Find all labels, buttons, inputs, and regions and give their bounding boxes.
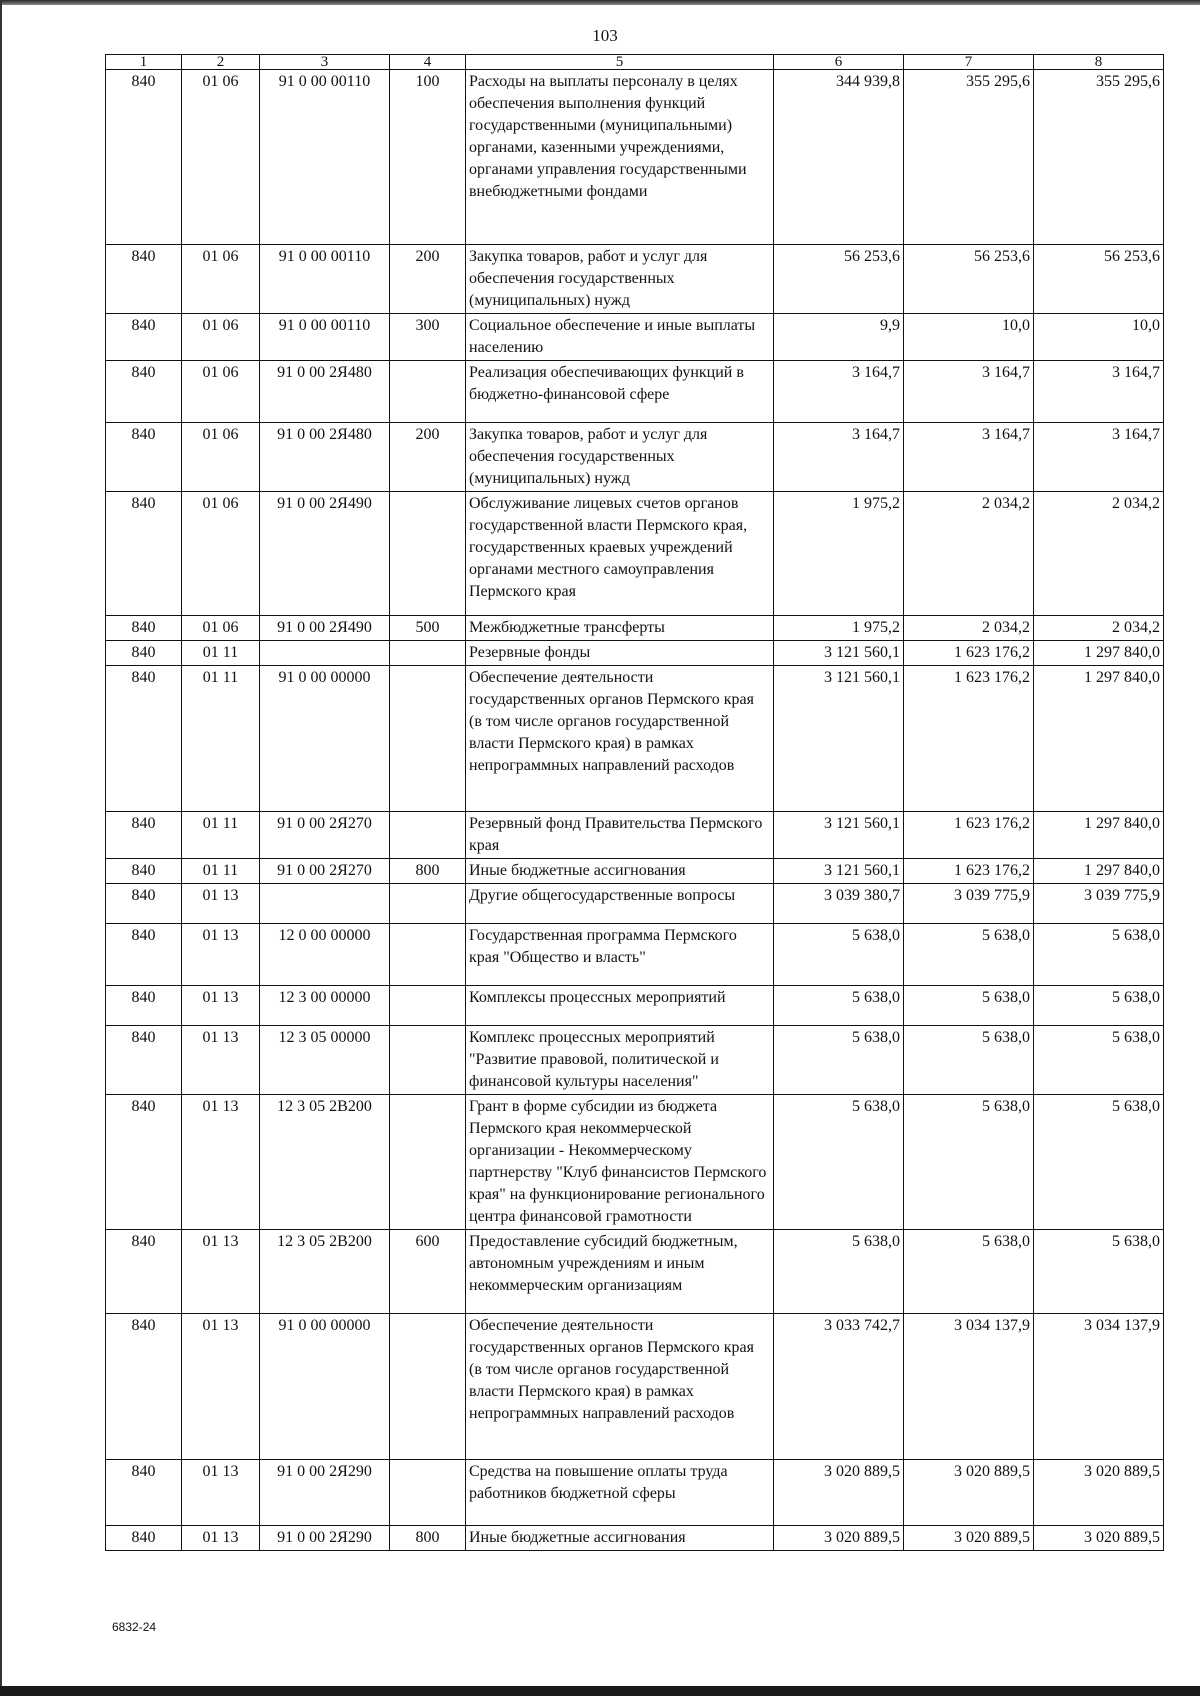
cell-amount-col8: 10,0: [1034, 314, 1164, 361]
table-row: [106, 245, 1164, 314]
cell-amount-col6: 3 039 380,7: [774, 884, 904, 924]
cell-expense-type: [390, 1095, 466, 1230]
cell-admin-code: 840: [106, 641, 182, 666]
cell-amount-col7: 1 623 176,2: [904, 812, 1034, 859]
budget-table: [105, 54, 1164, 1551]
cell-amount-col6: 3 020 889,5: [774, 1460, 904, 1526]
cell-amount-col6: 344 939,8: [774, 70, 904, 245]
cell-description: Комплекс процессных мероприятий "Развитие правовой, политической и финансовой культуры населения": [466, 1026, 774, 1095]
cell-amount-col6: 5 638,0: [774, 924, 904, 986]
cell-section-code: 01 06: [182, 245, 260, 314]
cell-amount-col6: 5 638,0: [774, 1230, 904, 1314]
cell-target-code: 91 0 00 2Я480: [260, 423, 390, 492]
cell-admin-code: 840: [106, 616, 182, 641]
cell-admin-code: 840: [106, 859, 182, 884]
table-row: [106, 1314, 1164, 1460]
cell-admin-code: 840: [106, 361, 182, 423]
cell-amount-col7: 3 164,7: [904, 423, 1034, 492]
cell-amount-col8: 56 253,6: [1034, 245, 1164, 314]
cell-description: Обеспечение деятельности государственных органов Пермского края (в том числе органов государственной власти Пермского края) в рамках непрограммных направлений расходов: [466, 666, 774, 812]
cell-amount-col8: 2 034,2: [1034, 492, 1164, 616]
cell-description: Реализация обеспечивающих функций в бюджетно-финансовой сфере: [466, 361, 774, 423]
scan-edge-bottom: [0, 1686, 1200, 1696]
cell-expense-type: [390, 884, 466, 924]
table-row: [106, 1230, 1164, 1314]
cell-section-code: 01 13: [182, 924, 260, 986]
cell-target-code: 91 0 00 2Я290: [260, 1460, 390, 1526]
column-header: 5: [466, 55, 774, 70]
cell-amount-col6: 3 033 742,7: [774, 1314, 904, 1460]
table-row: [106, 641, 1164, 666]
cell-amount-col7: 1 623 176,2: [904, 666, 1034, 812]
cell-section-code: 01 13: [182, 884, 260, 924]
table-row: [106, 666, 1164, 812]
cell-amount-col8: 3 164,7: [1034, 423, 1164, 492]
cell-description: Предоставление субсидий бюджетным, автономным учреждениям и иным некоммерческим организациям: [466, 1230, 774, 1314]
column-header: 1: [106, 55, 182, 70]
cell-admin-code: 840: [106, 1460, 182, 1526]
cell-amount-col6: 1 975,2: [774, 492, 904, 616]
table-row: [106, 361, 1164, 423]
cell-amount-col8: 5 638,0: [1034, 986, 1164, 1026]
table-row: [106, 70, 1164, 245]
cell-admin-code: 840: [106, 70, 182, 245]
cell-target-code: 12 3 00 00000: [260, 986, 390, 1026]
cell-amount-col7: 2 034,2: [904, 492, 1034, 616]
cell-target-code: 91 0 00 2Я270: [260, 812, 390, 859]
footer-code: 6832-24: [112, 1620, 157, 1634]
cell-admin-code: 840: [106, 1526, 182, 1551]
cell-expense-type: [390, 812, 466, 859]
cell-description: Закупка товаров, работ и услуг для обеспечения государственных (муниципальных) нужд: [466, 245, 774, 314]
cell-amount-col8: 5 638,0: [1034, 1230, 1164, 1314]
cell-section-code: 01 06: [182, 423, 260, 492]
column-header: 3: [260, 55, 390, 70]
table-row: [106, 1526, 1164, 1551]
cell-target-code: 91 0 00 00110: [260, 314, 390, 361]
cell-expense-type: 100: [390, 70, 466, 245]
cell-amount-col6: 3 121 560,1: [774, 666, 904, 812]
cell-admin-code: 840: [106, 924, 182, 986]
cell-expense-type: 500: [390, 616, 466, 641]
cell-amount-col8: 3 039 775,9: [1034, 884, 1164, 924]
cell-target-code: 91 0 00 2Я490: [260, 616, 390, 641]
cell-target-code: 12 0 00 00000: [260, 924, 390, 986]
cell-amount-col8: 5 638,0: [1034, 924, 1164, 986]
table-row: [106, 1026, 1164, 1095]
table-row: [106, 859, 1164, 884]
cell-target-code: 91 0 00 2Я270: [260, 859, 390, 884]
cell-amount-col6: 56 253,6: [774, 245, 904, 314]
cell-section-code: 01 13: [182, 1526, 260, 1551]
cell-description: Иные бюджетные ассигнования: [466, 859, 774, 884]
cell-expense-type: [390, 492, 466, 616]
table-row: [106, 884, 1164, 924]
cell-section-code: 01 13: [182, 1314, 260, 1460]
cell-description: Обеспечение деятельности государственных органов Пермского края (в том числе органов государственной власти Пермского края) в рамках непрограммных направлений расходов: [466, 1314, 774, 1460]
cell-expense-type: [390, 1314, 466, 1460]
cell-section-code: 01 13: [182, 1095, 260, 1230]
cell-admin-code: 840: [106, 314, 182, 361]
cell-description: Социальное обеспечение и иные выплаты населению: [466, 314, 774, 361]
cell-section-code: 01 06: [182, 314, 260, 361]
table-row: [106, 1095, 1164, 1230]
cell-expense-type: [390, 1460, 466, 1526]
cell-amount-col8: 5 638,0: [1034, 1095, 1164, 1230]
cell-expense-type: [390, 1026, 466, 1095]
cell-description: Резервный фонд Правительства Пермского края: [466, 812, 774, 859]
cell-admin-code: 840: [106, 1230, 182, 1314]
cell-description: Средства на повышение оплаты труда работников бюджетной сферы: [466, 1460, 774, 1526]
cell-admin-code: 840: [106, 666, 182, 812]
cell-target-code: 91 0 00 00110: [260, 70, 390, 245]
cell-amount-col6: 3 164,7: [774, 423, 904, 492]
cell-target-code: 91 0 00 2Я490: [260, 492, 390, 616]
cell-description: Грант в форме субсидии из бюджета Пермского края некоммерческой организации - Некоммерческому партнерству "Клуб финансистов Пермского края" на функционирование регионального центра финансовой грамотности: [466, 1095, 774, 1230]
table-row: [106, 924, 1164, 986]
cell-amount-col8: 3 164,7: [1034, 361, 1164, 423]
cell-amount-col8: 3 020 889,5: [1034, 1460, 1164, 1526]
cell-amount-col7: 5 638,0: [904, 924, 1034, 986]
cell-target-code: 91 0 00 00110: [260, 245, 390, 314]
cell-amount-col8: 355 295,6: [1034, 70, 1164, 245]
cell-amount-col6: 1 975,2: [774, 616, 904, 641]
cell-amount-col6: 3 164,7: [774, 361, 904, 423]
cell-expense-type: 800: [390, 859, 466, 884]
cell-amount-col8: 1 297 840,0: [1034, 641, 1164, 666]
cell-description: Иные бюджетные ассигнования: [466, 1526, 774, 1551]
cell-admin-code: 840: [106, 1314, 182, 1460]
cell-amount-col8: 5 638,0: [1034, 1026, 1164, 1095]
cell-target-code: 12 3 05 00000: [260, 1026, 390, 1095]
cell-section-code: 01 11: [182, 812, 260, 859]
cell-expense-type: 800: [390, 1526, 466, 1551]
cell-description: Комплексы процессных мероприятий: [466, 986, 774, 1026]
cell-amount-col6: 9,9: [774, 314, 904, 361]
scan-edge-top: [0, 0, 1200, 5]
cell-admin-code: 840: [106, 884, 182, 924]
table-row: [106, 423, 1164, 492]
cell-section-code: 01 06: [182, 361, 260, 423]
cell-admin-code: 840: [106, 423, 182, 492]
cell-expense-type: 200: [390, 423, 466, 492]
cell-amount-col6: 5 638,0: [774, 1095, 904, 1230]
cell-section-code: 01 11: [182, 859, 260, 884]
cell-expense-type: 200: [390, 245, 466, 314]
cell-amount-col7: 2 034,2: [904, 616, 1034, 641]
cell-amount-col7: 1 623 176,2: [904, 641, 1034, 666]
cell-amount-col7: 3 020 889,5: [904, 1526, 1034, 1551]
cell-amount-col7: 355 295,6: [904, 70, 1034, 245]
cell-expense-type: 300: [390, 314, 466, 361]
table-row: [106, 492, 1164, 616]
table-row: [106, 314, 1164, 361]
cell-amount-col7: 5 638,0: [904, 1230, 1034, 1314]
cell-admin-code: 840: [106, 1026, 182, 1095]
cell-section-code: 01 13: [182, 1026, 260, 1095]
cell-amount-col6: 3 020 889,5: [774, 1526, 904, 1551]
cell-section-code: 01 13: [182, 1460, 260, 1526]
cell-amount-col6: 5 638,0: [774, 986, 904, 1026]
cell-expense-type: 600: [390, 1230, 466, 1314]
table-row: [106, 616, 1164, 641]
cell-target-code: 12 3 05 2В200: [260, 1095, 390, 1230]
cell-expense-type: [390, 986, 466, 1026]
page-number: 103: [592, 26, 618, 45]
cell-amount-col7: 1 623 176,2: [904, 859, 1034, 884]
cell-section-code: 01 13: [182, 1230, 260, 1314]
cell-description: Расходы на выплаты персоналу в целях обеспечения выполнения функций государственными (муниципальными) органами, казенными учреждениями, органами управления государственными внебюджетными фондами: [466, 70, 774, 245]
cell-admin-code: 840: [106, 986, 182, 1026]
table-row: [106, 986, 1164, 1026]
cell-description: Межбюджетные трансферты: [466, 616, 774, 641]
table-row: [106, 812, 1164, 859]
cell-amount-col6: 3 121 560,1: [774, 859, 904, 884]
cell-target-code: 12 3 05 2В200: [260, 1230, 390, 1314]
cell-admin-code: 840: [106, 245, 182, 314]
cell-section-code: 01 06: [182, 70, 260, 245]
cell-section-code: 01 11: [182, 666, 260, 812]
column-header: 6: [774, 55, 904, 70]
cell-amount-col7: 5 638,0: [904, 1095, 1034, 1230]
cell-amount-col7: 3 020 889,5: [904, 1460, 1034, 1526]
cell-description: Резервные фонды: [466, 641, 774, 666]
cell-amount-col8: 1 297 840,0: [1034, 666, 1164, 812]
cell-amount-col6: 5 638,0: [774, 1026, 904, 1095]
cell-amount-col8: 3 034 137,9: [1034, 1314, 1164, 1460]
column-header: 2: [182, 55, 260, 70]
cell-description: Другие общегосударственные вопросы: [466, 884, 774, 924]
cell-admin-code: 840: [106, 812, 182, 859]
cell-expense-type: [390, 361, 466, 423]
cell-admin-code: 840: [106, 1095, 182, 1230]
cell-target-code: [260, 884, 390, 924]
cell-amount-col7: 5 638,0: [904, 986, 1034, 1026]
cell-target-code: 91 0 00 00000: [260, 666, 390, 812]
header-row: [106, 55, 1164, 70]
table-row: [106, 1460, 1164, 1526]
cell-section-code: 01 06: [182, 616, 260, 641]
cell-target-code: 91 0 00 00000: [260, 1314, 390, 1460]
cell-amount-col6: 3 121 560,1: [774, 641, 904, 666]
cell-amount-col7: 56 253,6: [904, 245, 1034, 314]
cell-target-code: 91 0 00 2Я480: [260, 361, 390, 423]
cell-amount-col7: 3 164,7: [904, 361, 1034, 423]
cell-target-code: [260, 641, 390, 666]
cell-amount-col8: 3 020 889,5: [1034, 1526, 1164, 1551]
cell-section-code: 01 06: [182, 492, 260, 616]
cell-amount-col7: 3 034 137,9: [904, 1314, 1034, 1460]
cell-section-code: 01 11: [182, 641, 260, 666]
column-header: 8: [1034, 55, 1164, 70]
cell-section-code: 01 13: [182, 986, 260, 1026]
cell-expense-type: [390, 666, 466, 812]
cell-amount-col8: 1 297 840,0: [1034, 859, 1164, 884]
cell-description: Обслуживание лицевых счетов органов государственной власти Пермского края, государственных краевых учреждений органами местного самоуправления Пермского края: [466, 492, 774, 616]
cell-expense-type: [390, 641, 466, 666]
cell-amount-col7: 10,0: [904, 314, 1034, 361]
column-header: 4: [390, 55, 466, 70]
scan-edge-left: [0, 0, 2, 1696]
cell-admin-code: 840: [106, 492, 182, 616]
cell-description: Государственная программа Пермского края "Общество и власть": [466, 924, 774, 986]
table-body: [106, 70, 1164, 1551]
column-header: 7: [904, 55, 1034, 70]
cell-target-code: 91 0 00 2Я290: [260, 1526, 390, 1551]
cell-amount-col6: 3 121 560,1: [774, 812, 904, 859]
cell-amount-col7: 3 039 775,9: [904, 884, 1034, 924]
cell-amount-col7: 5 638,0: [904, 1026, 1034, 1095]
cell-amount-col8: 1 297 840,0: [1034, 812, 1164, 859]
cell-amount-col8: 2 034,2: [1034, 616, 1164, 641]
cell-expense-type: [390, 924, 466, 986]
cell-description: Закупка товаров, работ и услуг для обеспечения государственных (муниципальных) нужд: [466, 423, 774, 492]
